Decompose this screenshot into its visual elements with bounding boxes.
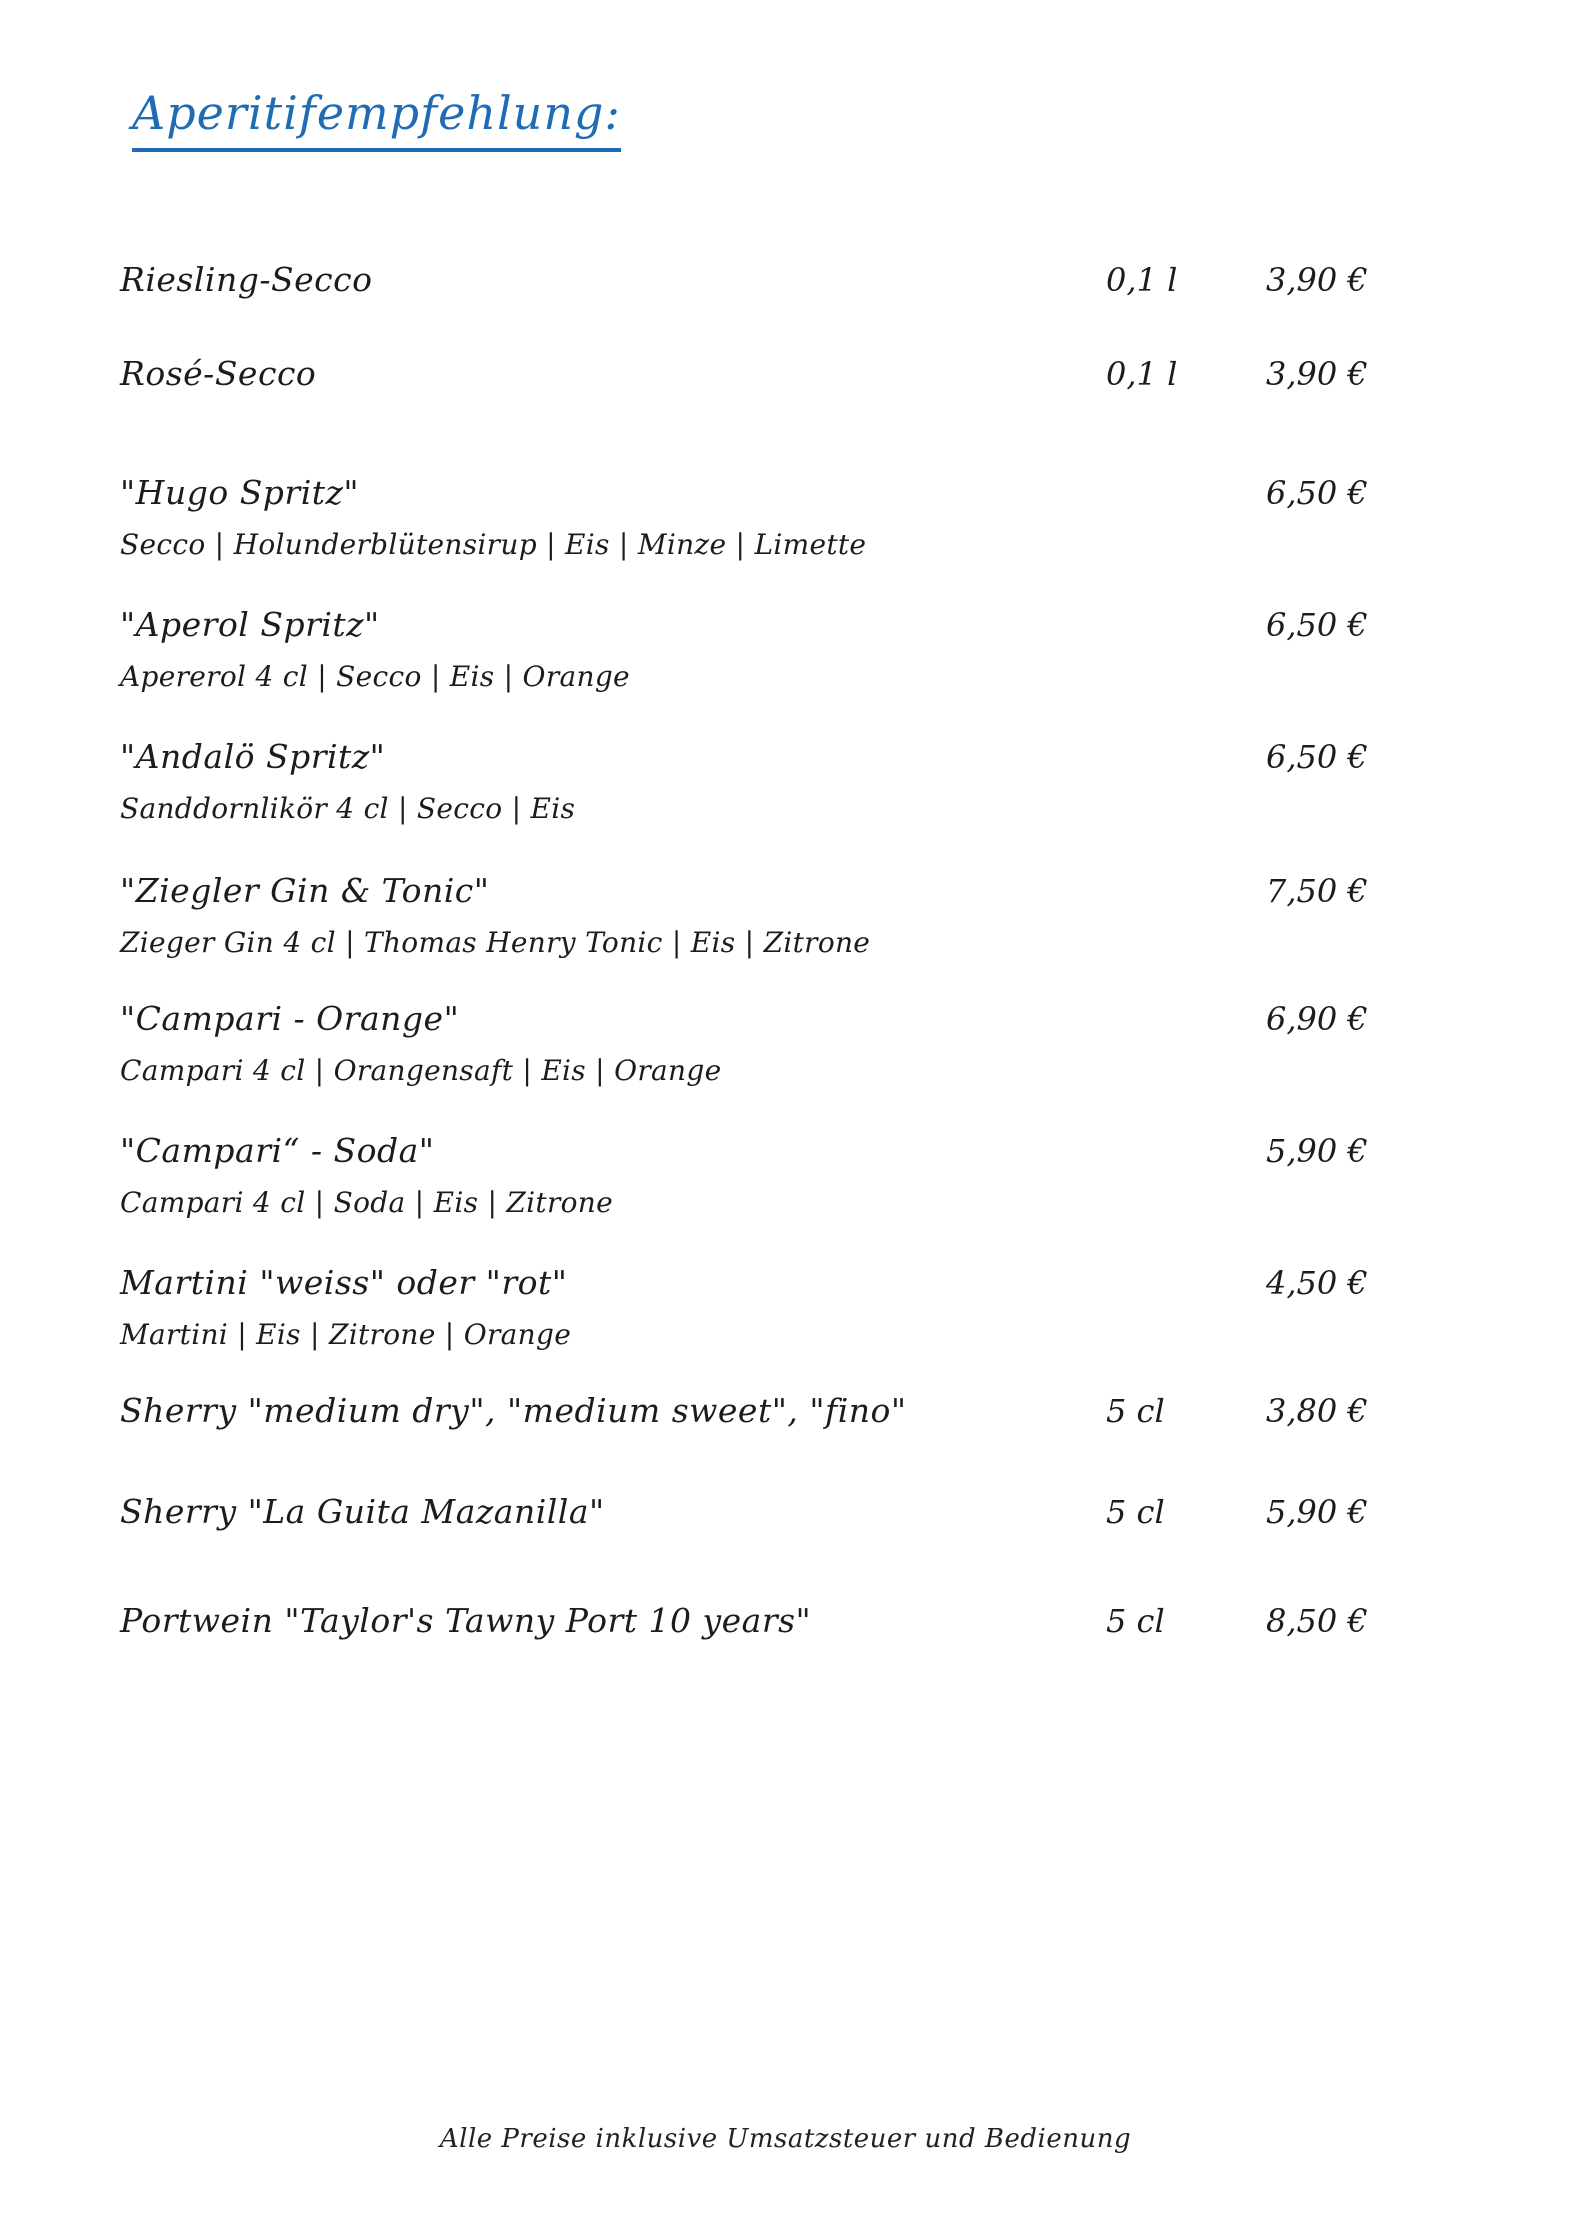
item-main (120, 1263, 1096, 1351)
item-main (120, 1131, 1096, 1219)
item-name: Martini "weiss" oder "rot" (120, 1263, 568, 1302)
item-name: "Aperol Spritz" (120, 605, 380, 644)
menu-item-ziegler-gin-tonic (120, 871, 1391, 959)
item-quantity: 5 cl (1106, 1602, 1165, 1640)
item-name: Riesling-Secco (120, 260, 373, 299)
footer-note: Alle Preise inklusive Umsatzsteuer und Bedienung (439, 2124, 1132, 2154)
item-price: 3,80 € (1266, 1392, 1368, 1430)
item-name: Sherry "La Guita Mazanilla" (120, 1492, 605, 1531)
item-price: 5,90 € (1266, 1132, 1368, 1170)
item-main (120, 473, 1096, 561)
item-name: "Andalö Spritz" (120, 737, 386, 776)
menu-item-aperol-spritz (120, 605, 1391, 693)
menu-item-campari-orange (120, 999, 1391, 1087)
item-price: 4,50 € (1266, 1264, 1368, 1302)
item-main (120, 871, 1096, 959)
menu-item-portwein (120, 1601, 1391, 1640)
menu-list (120, 260, 1391, 1640)
menu-item-rose-secco (120, 354, 1391, 393)
item-name: Sherry "medium dry", "medium sweet", "fino" (120, 1391, 907, 1430)
item-description: Campari 4 cl | Orangensaft | Eis | Orange (120, 1054, 722, 1087)
menu-item-sherry-medium (120, 1391, 1391, 1430)
item-description: Secco | Holunderblütensirup | Eis | Minze | Limette (120, 528, 867, 561)
item-price: 6,50 € (1266, 606, 1368, 644)
item-name: "Campari - Orange" (120, 999, 460, 1038)
item-description: Sanddornlikör 4 cl | Secco | Eis (120, 792, 576, 825)
item-price: 6,90 € (1266, 1000, 1368, 1038)
item-main (120, 354, 1096, 393)
item-quantity: 0,1 l (1106, 261, 1178, 299)
item-quantity: 5 cl (1106, 1493, 1165, 1531)
menu-item-martini (120, 1263, 1391, 1351)
menu-item-riesling-secco (120, 260, 1391, 299)
item-name: Rosé-Secco (120, 354, 317, 393)
item-price: 7,50 € (1266, 872, 1368, 910)
menu-item-campari-soda (120, 1131, 1391, 1219)
item-price: 3,90 € (1266, 355, 1368, 393)
menu-item-andaloe-spritz (120, 737, 1391, 825)
item-name: "Campari“ - Soda" (120, 1131, 435, 1170)
item-price: 6,50 € (1266, 474, 1368, 512)
item-description: Martini | Eis | Zitrone | Orange (120, 1318, 572, 1351)
item-description: Apererol 4 cl | Secco | Eis | Orange (120, 660, 630, 693)
item-price: 8,50 € (1266, 1602, 1368, 1640)
menu-item-sherry-la-guita (120, 1492, 1391, 1531)
item-main (120, 1601, 1096, 1640)
item-name: "Hugo Spritz" (120, 473, 360, 512)
menu-item-hugo-spritz (120, 473, 1391, 561)
item-description: Zieger Gin 4 cl | Thomas Henry Tonic | Eis | Zitrone (120, 926, 871, 959)
item-name: "Ziegler Gin & Tonic" (120, 871, 490, 910)
item-main (120, 1492, 1096, 1531)
item-description: Campari 4 cl | Soda | Eis | Zitrone (120, 1186, 614, 1219)
item-main (120, 1391, 1096, 1430)
item-quantity: 0,1 l (1106, 355, 1178, 393)
item-main (120, 999, 1096, 1087)
item-price: 6,50 € (1266, 738, 1368, 776)
item-price: 3,90 € (1266, 261, 1368, 299)
item-quantity: 5 cl (1106, 1392, 1165, 1430)
item-main (120, 737, 1096, 825)
item-name: Portwein "Taylor's Tawny Port 10 years" (120, 1601, 812, 1640)
item-main (120, 605, 1096, 693)
item-main (120, 260, 1096, 299)
item-price: 5,90 € (1266, 1493, 1368, 1531)
page-title: Aperitifempfehlung: (132, 86, 621, 152)
